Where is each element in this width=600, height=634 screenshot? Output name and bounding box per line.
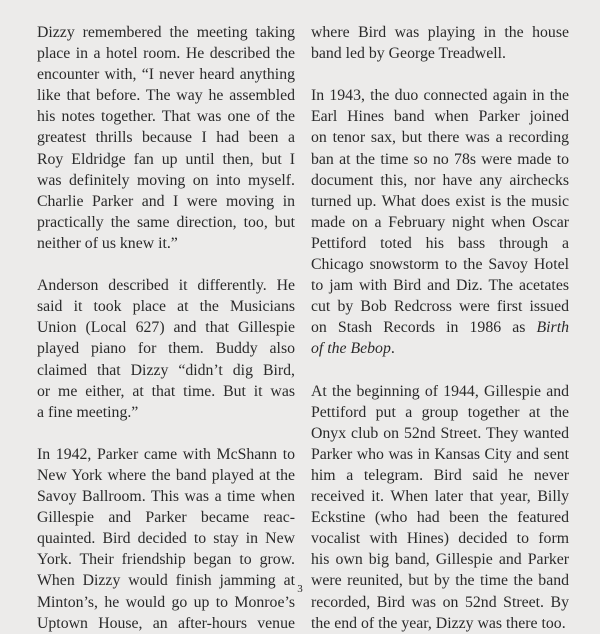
- text-line: made on a February night when Oscar: [311, 213, 569, 231]
- text-line: on tenor sax, but there was a recording: [311, 129, 569, 147]
- text-line: Eckstine (who had been the featured: [311, 509, 569, 527]
- text-line: place in a hotel room. He described the: [37, 45, 295, 63]
- text-line: Onyx club on 52nd Street. They wanted: [311, 424, 569, 442]
- text-line: Dizzy remembered the meeting taking: [37, 24, 295, 41]
- text-line: said it took place at the Musicians: [37, 298, 295, 316]
- text-line: recorded, Bird was on 52nd Street. By: [311, 593, 569, 611]
- text-line: .: [390, 340, 395, 358]
- text-line: turned up. What does exist is the music: [311, 192, 569, 210]
- text-line: played piano for them. Buddy also: [37, 340, 295, 358]
- text-line: was definitely moving on into myself.: [37, 171, 295, 189]
- text-line: or me either, at that time. But it was: [37, 382, 295, 400]
- text-line: When Dizzy would finish jamming at: [37, 572, 295, 590]
- text-line: greatest thrills because I had been a: [37, 129, 295, 147]
- text-line: vocalist with Hines) decided to form: [311, 530, 569, 548]
- text-line: In 1943, the duo connected again in the: [311, 87, 569, 105]
- text-line: like that before. The way he assembled: [37, 87, 295, 105]
- text-line: ban at the time so no 78s were made to: [311, 150, 569, 168]
- text-line: Pettiford toted his bass through a: [311, 234, 569, 252]
- text-line: Earl Hines band when Parker joined: [311, 108, 569, 126]
- text-line: Pettiford put a group together at the: [311, 403, 569, 421]
- text-line: practically the same direction, too, but: [37, 213, 295, 231]
- text-line: band led by George Treadwell.: [311, 45, 506, 63]
- text-line: Anderson described it differently. He: [37, 277, 295, 295]
- album-title-part: of the Bebop: [311, 340, 391, 358]
- text-line: were reunited, but by the time the band: [311, 572, 569, 590]
- text-line: a fine meeting.”: [37, 403, 139, 421]
- text-line: received it. When later that year, Billy: [311, 488, 569, 506]
- text-line: Charlie Parker and I were moving in: [37, 192, 295, 210]
- text-line: At the beginning of 1944, Gillespie and: [311, 382, 569, 400]
- text-line: cut by Bob Redcross were first issued: [311, 298, 569, 316]
- text-line: Minton’s, he would go up to Monroe’s: [37, 593, 295, 611]
- text-line: claimed that Dizzy “didn’t dig Bird,: [37, 361, 295, 379]
- text-line: him a telegram. Bird said he never: [311, 466, 569, 484]
- text-line: on Stash Records in 1986 as: [311, 319, 526, 337]
- paragraph-1944: [311, 381, 569, 634]
- text-line: Roy Eldridge fan up until then, but I: [37, 150, 295, 168]
- text-line: neither of us knew it.”: [37, 234, 178, 252]
- paragraph-1942: [37, 444, 295, 634]
- text-line-album: [311, 317, 569, 338]
- text-line: to jam with Bird and Diz. The acetates: [311, 277, 569, 295]
- text-line: encounter with, “I never heard anything: [37, 66, 295, 84]
- text-line: Gillespie and Parker became reac-: [37, 509, 295, 527]
- text-line: where Bird was playing in the house: [311, 24, 569, 41]
- text-line: Union (Local 627) and that Gillespie: [37, 319, 295, 337]
- text-line: In 1942, Parker came with McShann to: [37, 445, 295, 463]
- paragraph-anderson: [37, 275, 295, 423]
- paragraph-hotel-meeting: [37, 22, 295, 254]
- text-line: his own big band, Gillespie and Parker: [311, 551, 569, 569]
- album-title-part: Birth: [536, 319, 569, 337]
- right-column: [311, 22, 569, 634]
- page-number: 3: [297, 583, 303, 595]
- text-line: his notes together. That was one of the: [37, 108, 295, 126]
- text-line: Savoy Ballroom. This was a time when: [37, 488, 295, 506]
- text-line: York. Their friendship began to grow.: [37, 551, 295, 569]
- text-line: New York where the band played at the: [37, 466, 295, 484]
- text-line: document this, nor have any airchecks: [311, 171, 569, 189]
- paragraph-continuation: [311, 22, 569, 64]
- text-line: the end of the year, Dizzy was there too.: [311, 614, 566, 632]
- left-column: [37, 22, 295, 634]
- text-line-album-end: [311, 338, 569, 359]
- text-line: Chicago snowstorm to the Savoy Hotel: [311, 256, 569, 274]
- text-line: Uptown House, an after-hours venue: [37, 614, 295, 632]
- text-line: quainted. Bird decided to stay in New: [37, 530, 295, 548]
- text-line: Parker who was in Kansas City and sent: [311, 445, 569, 463]
- paragraph-1943: [311, 85, 569, 359]
